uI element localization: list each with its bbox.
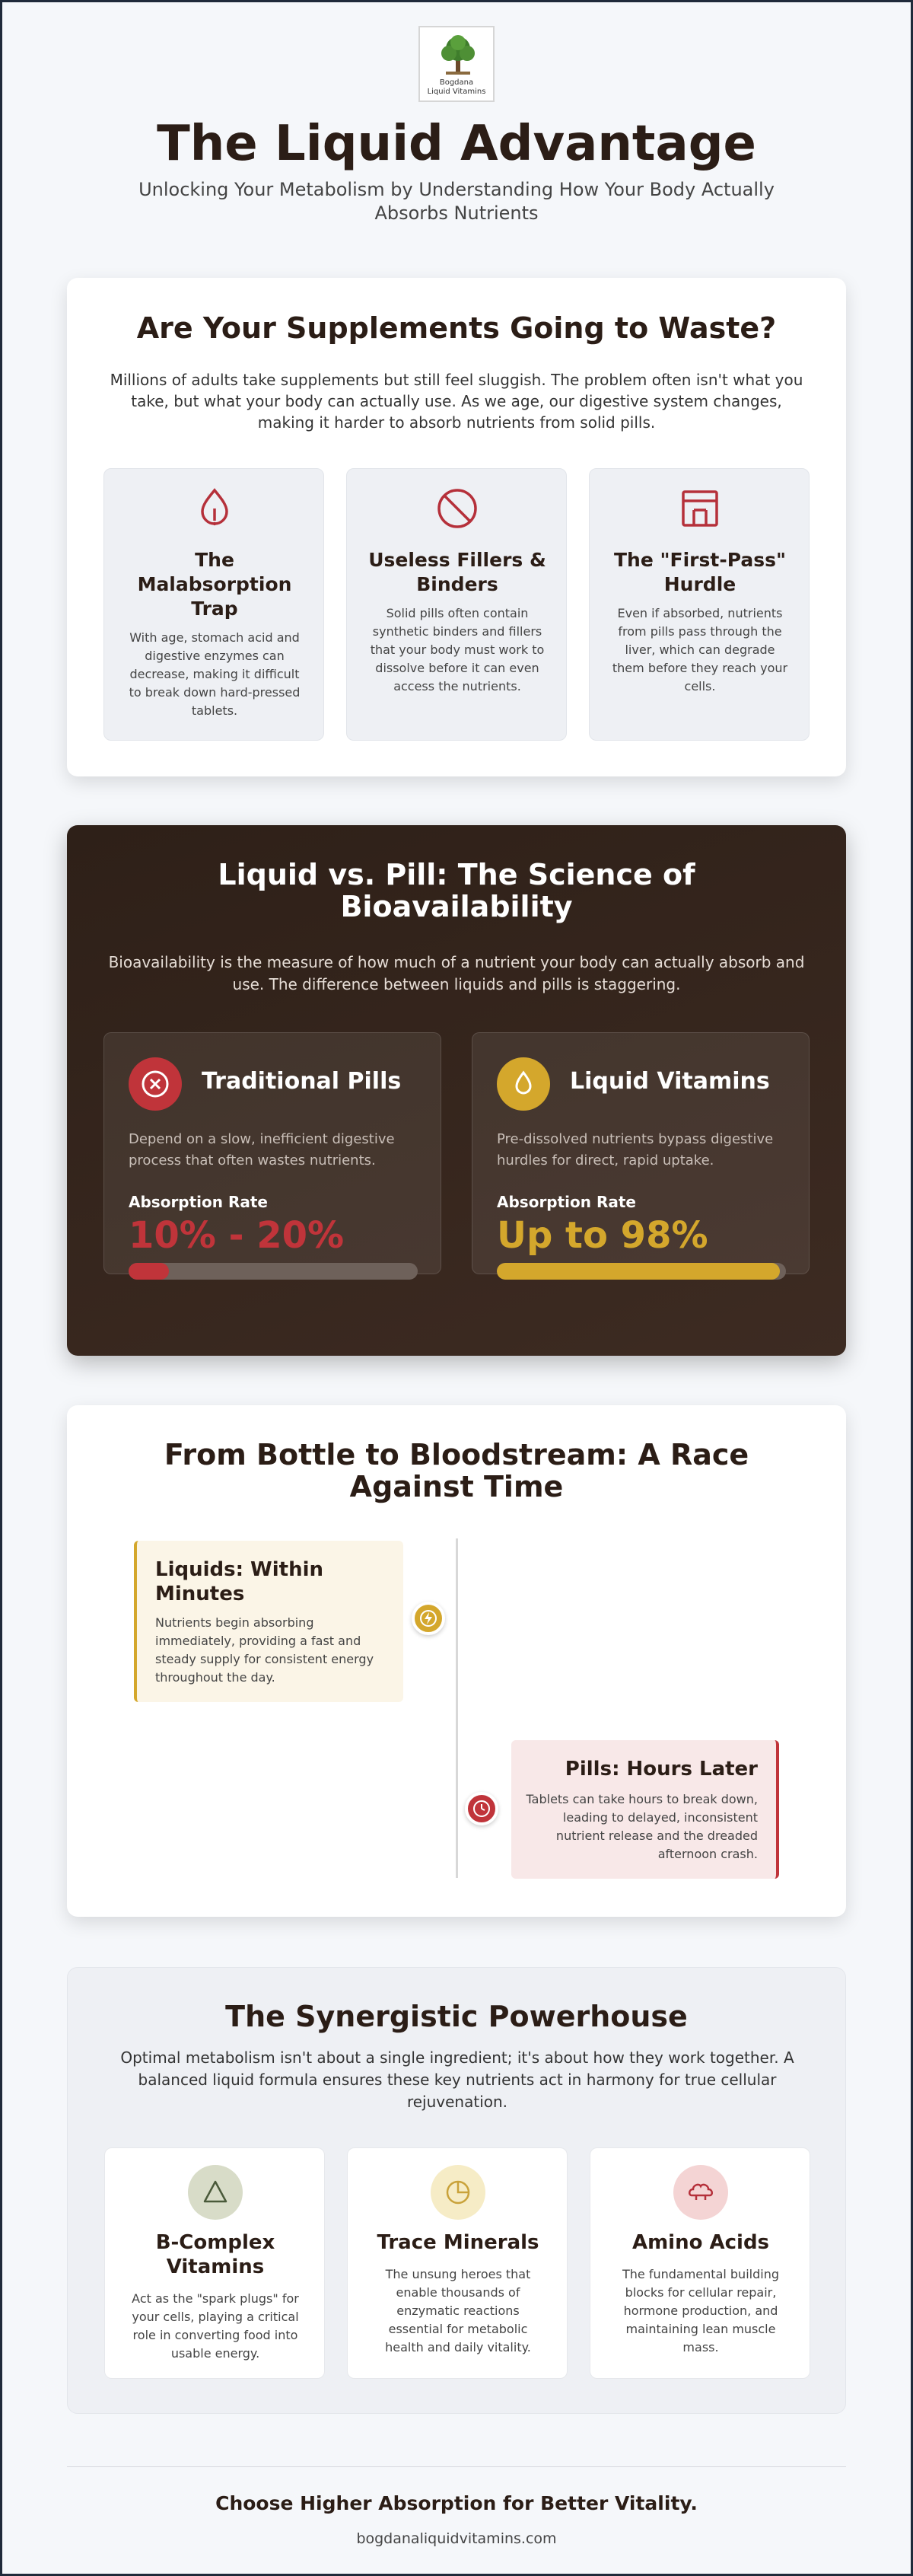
bioavailability-title: Liquid vs. Pill: The Science of Bioavailability bbox=[218, 858, 695, 923]
problem-card-text: Even if absorbed, nutrients from pills pass through the liver, which can degrade them before they reach your cells. bbox=[612, 606, 788, 693]
pills-absorption-bar bbox=[129, 1263, 418, 1280]
ingredient-card-amino-acids bbox=[590, 2147, 810, 2379]
ingredient-title: Amino Acids bbox=[631, 2231, 770, 2254]
timeline-section bbox=[67, 1405, 846, 1917]
problem-description: Millions of adults take supplements but still feel sluggish. The problem often isn't what you take, but what your body can actually use. As we age, our digestive system changes, making it harder to absorb nutrients from solid pills. bbox=[110, 371, 803, 432]
problem-section bbox=[67, 278, 846, 776]
problem-card-fillers bbox=[346, 468, 567, 741]
liquid-rate-label: Absorption Rate bbox=[497, 1193, 636, 1211]
gate-icon bbox=[677, 486, 723, 531]
synergy-title: The Synergistic Powerhouse bbox=[225, 2000, 688, 2033]
ingredient-text: The unsung heroes that enable thousands of enzymatic reactions essential for metabolic health and daily vitality. bbox=[385, 2267, 531, 2354]
liquid-comparison-card bbox=[472, 1032, 810, 1274]
pills-rate-label: Absorption Rate bbox=[129, 1193, 268, 1211]
logo-text-line1: Bogdana bbox=[439, 78, 474, 87]
problem-card-title: Useless Fillers & Binders bbox=[368, 549, 546, 595]
tree-icon bbox=[435, 33, 481, 78]
brain-icon bbox=[673, 2165, 728, 2220]
ingredient-text: The fundamental building blocks for cellular repair, hormone production, and maintaining lean muscle mass. bbox=[622, 2267, 779, 2354]
liquid-rate-value: Up to 98% bbox=[497, 1214, 708, 1257]
liquid-text: Pre-dissolved nutrients bypass digestive hurdles for direct, rapid uptake. bbox=[497, 1131, 774, 1168]
clock-icon bbox=[465, 1792, 498, 1825]
droplet-icon bbox=[497, 1057, 550, 1111]
pie-icon bbox=[431, 2165, 485, 2220]
triangle-icon bbox=[188, 2165, 243, 2220]
timeline-liquids-text: Nutrients begin absorbing immediately, providing a fast and steady supply for consistent energy throughout the day. bbox=[155, 1615, 374, 1685]
footer-cta: Choose Higher Absorption for Better Vitality. bbox=[215, 2492, 698, 2514]
bioavailability-section bbox=[67, 825, 846, 1356]
synergy-description: Optimal metabolism isn't about a single ingredient; it's about how they work together. A balanced liquid formula ensures these key nutrients act in harmony for true cellular rejuvenation. bbox=[120, 2048, 794, 2111]
drop-pin-icon bbox=[192, 486, 237, 531]
logo-text-line2: Liquid Vitamins bbox=[427, 88, 486, 96]
problem-card-malabsorption bbox=[103, 468, 324, 741]
website-link[interactable]: bogdanaliquidvitamins.com bbox=[356, 2530, 557, 2547]
problem-card-title: The Malabsorption Trap bbox=[137, 549, 292, 620]
prohibited-icon bbox=[434, 486, 480, 531]
lightning-icon bbox=[412, 1602, 445, 1635]
pills-rate-value: 10% - 20% bbox=[129, 1214, 345, 1257]
ingredient-title: Trace Minerals bbox=[377, 2231, 539, 2254]
timeline-title: From Bottle to Bloodstream: A Race Against Time bbox=[164, 1438, 749, 1503]
ingredient-card-trace-minerals bbox=[347, 2147, 568, 2379]
ingredient-title: B-Complex Vitamins bbox=[155, 2231, 275, 2278]
problem-card-text: With age, stomach acid and digestive enzymes can decrease, making it difficult to break down hard-pressed tablets. bbox=[129, 630, 301, 718]
pills-absorption-fill bbox=[129, 1263, 169, 1280]
timeline-pills-title: Pills: Hours Later bbox=[565, 1758, 758, 1781]
timeline-item-pills bbox=[511, 1740, 779, 1879]
bioavailability-description: Bioavailability is the measure of how much of a nutrient your body can actually absorb and use. The difference between liquids and pills is staggering. bbox=[108, 953, 805, 993]
timeline-line bbox=[456, 1538, 458, 1878]
liquid-absorption-bar bbox=[497, 1263, 786, 1280]
liquid-absorption-fill bbox=[497, 1263, 780, 1280]
timeline-liquids-title: Liquids: Within Minutes bbox=[155, 1558, 323, 1605]
ingredient-text: Act as the "spark plugs" for your cells, playing a critical role in converting food into usable energy. bbox=[132, 2291, 299, 2361]
problem-card-first-pass bbox=[589, 468, 810, 741]
pills-title: Traditional Pills bbox=[202, 1068, 402, 1095]
x-circle-icon bbox=[129, 1057, 182, 1111]
page-subtitle: Unlocking Your Metabolism by Understanding How Your Body Actually Absorbs Nutrients bbox=[138, 179, 775, 224]
pills-comparison-card bbox=[103, 1032, 441, 1274]
pills-text: Depend on a slow, inefficient digestive process that often wastes nutrients. bbox=[129, 1131, 395, 1168]
ingredient-card-b-complex bbox=[104, 2147, 325, 2379]
problem-card-title: The "First-Pass" Hurdle bbox=[613, 549, 787, 595]
timeline-pills-text: Tablets can take hours to break down, leading to delayed, inconsistent nutrient release and the dreaded afternoon crash. bbox=[526, 1792, 758, 1861]
brand-logo[interactable] bbox=[418, 26, 495, 102]
footer-divider bbox=[67, 2466, 846, 2467]
synergy-section bbox=[67, 1967, 846, 2414]
problem-card-text: Solid pills often contain synthetic binders and fillers that your body must work to dissolve before it can even access the nutrients. bbox=[370, 606, 545, 693]
page-title: The Liquid Advantage bbox=[157, 116, 756, 172]
timeline-item-liquids bbox=[134, 1541, 403, 1702]
liquid-title: Liquid Vitamins bbox=[570, 1068, 770, 1095]
problem-title: Are Your Supplements Going to Waste? bbox=[136, 311, 777, 345]
